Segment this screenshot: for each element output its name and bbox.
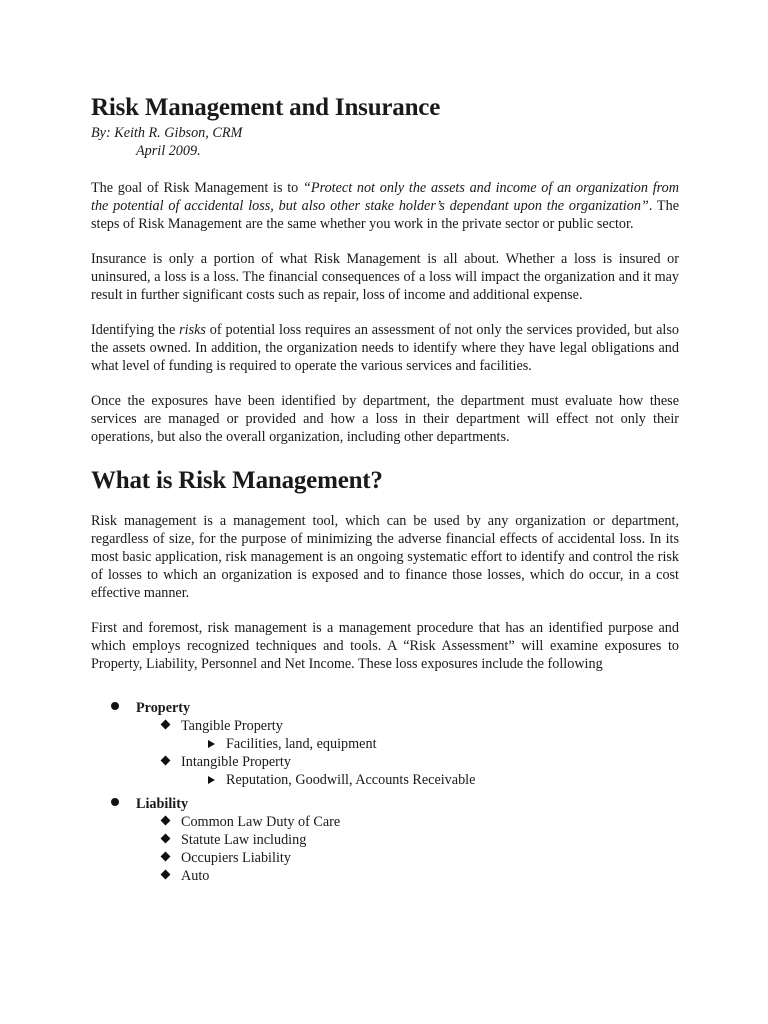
list-item [136,717,679,753]
list-item-label: Tangible Property [181,718,283,734]
arrow-bullet-icon [208,776,215,784]
intangible-sublist [181,771,679,789]
tangible-sublist [181,735,679,753]
document-body [91,93,679,885]
diamond-bullet-icon [161,870,171,880]
section-heading: What is Risk Management? [91,467,383,494]
bullet-dot-icon [111,702,119,710]
arrow-bullet-icon [208,740,215,748]
list-item-label: Intangible Property [181,754,291,770]
list-item-property [91,699,679,789]
publication-date: April 2009. [136,143,201,159]
paragraph-goal [91,179,679,233]
category-label: Liability [136,796,189,812]
paragraph-procedure: First and foremost, risk management is a management procedure that has an identified purpose and which employs recognized techniques and tools. A “Risk Assessment” will examine exposures to Property, Liability, Personnel and Net Income. These loss exposures include the following [91,620,679,672]
liability-sublist [136,813,679,885]
category-label: Property [136,700,191,716]
goal-quote: “Protect not only the assets and income of an organization from the potential of accidental loss, but also other stake holder’s dependant upon the organization” [91,180,679,214]
list-item [136,849,679,867]
author-byline: By: Keith R. Gibson, CRM [91,125,243,141]
list-item [181,735,679,753]
list-item [136,753,679,789]
paragraph-definition: Risk management is a management tool, which can be used by any organization or department, regardless of size, for the purpose of minimizing the adverse financial effects of accidental loss. In its most basic application, risk management is an ongoing systematic effort to identify and control the risk of losses to which an organization is exposed and to finance those losses, which do occur, in a cost effective manner. [91,513,679,601]
list-item-label: Statute Law including [181,832,307,848]
paragraph-identifying-tail: of potential loss requires an assessment of not only the services provided, but also the assets owned. In addition, the organization needs to identify where they have legal obligations and what level of funding is required to operate the various services and facilities. [91,322,679,374]
bullet-dot-icon [111,798,119,806]
diamond-bullet-icon [161,816,171,826]
list-item-liability [91,795,679,885]
list-item-label: Facilities, land, equipment [226,736,377,752]
diamond-bullet-icon [161,756,171,766]
property-sublist [136,717,679,789]
diamond-bullet-icon [161,834,171,844]
paragraph-exposures: Once the exposures have been identified by department, the department must evaluate how these services are managed or provided and how a loss in their department will effect not only their operations, but also the overall organization, including other departments. [91,393,679,445]
document-title: Risk Management and Insurance [91,94,441,121]
list-item [136,813,679,831]
list-item-label: Reputation, Goodwill, Accounts Receivable [226,772,476,788]
diamond-bullet-icon [161,852,171,862]
list-item [181,771,679,789]
list-item [136,867,679,885]
paragraph-insurance: Insurance is only a portion of what Risk Management is all about. Whether a loss is insured or uninsured, a loss is a loss. The financial consequences of a loss will impact the organization and it may result in further significant costs such as repair, loss of income and additional expense. [91,251,679,303]
loss-exposure-list [91,699,679,885]
paragraph-goal-lead: The goal of Risk Management is to [91,180,304,196]
list-item-label: Common Law Duty of Care [181,814,341,830]
list-item [136,831,679,849]
paragraph-goal-tail: . The steps of Risk Management are the same whether you work in the private sector or public sector. [91,198,679,232]
diamond-bullet-icon [161,720,171,730]
list-item-label: Auto [181,868,210,884]
paragraph-identifying [91,321,679,375]
list-item-label: Occupiers Liability [181,850,291,866]
paragraph-identifying-lead: Identifying the [91,322,180,338]
risks-emphasis: risks [179,322,206,338]
